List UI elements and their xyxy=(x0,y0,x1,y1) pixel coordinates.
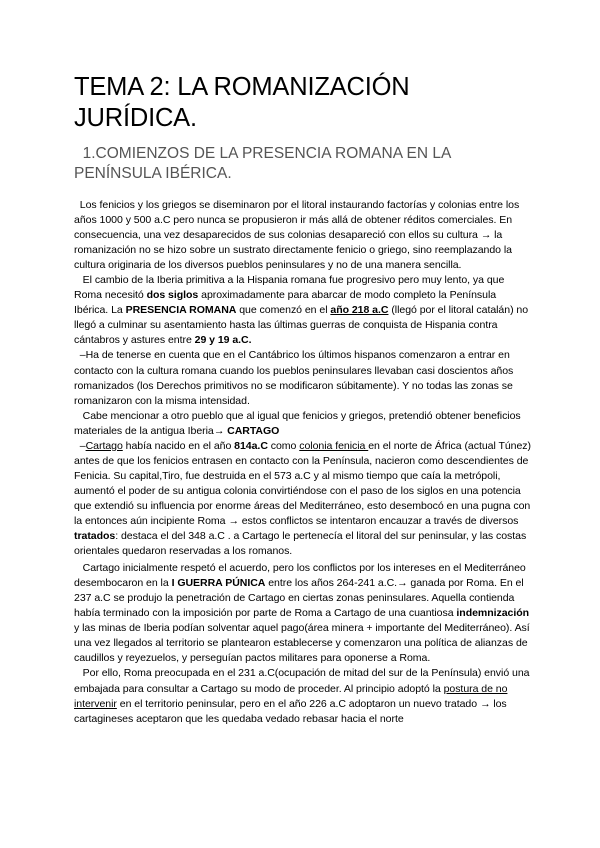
section-heading-line-2: PENÍNSULA IBÉRICA. xyxy=(74,165,232,182)
paragraph-3 xyxy=(74,348,532,408)
section-heading-line-1: 1.COMIENZOS DE LA PRESENCIA ROMANA EN LA xyxy=(82,145,452,162)
paragraph-1 xyxy=(74,198,532,273)
text-run: que comenzó en el xyxy=(236,304,331,317)
title-line-2: JURÍDICA. xyxy=(74,104,197,132)
text-run: entre los años 264-241 a.C.→ ganada por Roma. En el 237 a.C se produjo la penetración de Cartago en ciertas zonas peninsulares. Aquella contienda había terminado con la imposición por parte de Roma a Cartago de una cuantiosa xyxy=(74,577,524,620)
document-body xyxy=(74,198,532,727)
text-run: como xyxy=(267,439,300,452)
text-run: en el territorio peninsular, pero en el año 226 a.C adoptaron un nuevo tratado → los cartagineses aceptaron que les quedaba vedado rebasar hacia el norte xyxy=(74,697,507,725)
paragraph-4 xyxy=(74,409,532,439)
paragraph-2 xyxy=(74,273,532,348)
bold-text: dos siglos xyxy=(146,289,199,302)
text-run: Los fenicios y los griegos se diseminaron por el litoral instaurando factorías y colonias entre los años 1000 y 500 a.C pero nunca se propusieron ir más allá de obtener réditos comerciales. En consecuencia, una vez desaparecidos de sus colonias desapareció con ellos su cultura → la romanización no se hizo sobre un sustrato directamente fenicio o griego, sino reemplazando la cultura originaria de los diversos pueblos peninsulares y no de una manera sencilla. xyxy=(74,199,520,272)
text-run: (llegó por el litoral catalán) no llegó a culminar su asentamiento hasta las últimas guerras de conquista de Hispania contra cántabros y astures entre xyxy=(74,304,529,347)
bold-text: 814a.C xyxy=(234,439,268,452)
text-run: Cartago inicialmente respetó el acuerdo, pero los conflictos por los intereses en el Mediterráneo desembocaron en la xyxy=(74,562,526,590)
text-run: : destaca el del 348 a.C . a Cartago le pertenecía el litoral del sur peninsular, y las costas orientales quedaron reservadas a los romanos. xyxy=(74,530,527,558)
bold-text: tratados xyxy=(74,530,116,543)
bold-text: indemnización xyxy=(456,607,530,620)
paragraph-7 xyxy=(74,666,532,726)
page-title xyxy=(74,72,409,134)
underlined-text: colonia fenicia xyxy=(299,439,369,452)
bold-text: CARTAGO xyxy=(227,424,280,437)
text-run: – xyxy=(79,439,86,452)
text-run: El cambio de la Iberia primitiva a la Hispania romana fue progresivo pero muy lento, ya que Roma necesitó xyxy=(74,274,505,302)
text-run: había nacido en el año xyxy=(122,439,235,452)
paragraph-5 xyxy=(74,439,532,559)
underlined-text: postura de no intervenir xyxy=(74,682,508,710)
text-run: Cabe mencionar a otro pueblo que al igual que fenicios y griegos, pretendió obtener beneficios materiales de la antigua Iberia→ xyxy=(74,409,521,437)
title-line-1: TEMA 2: LA ROMANIZACIÓN xyxy=(74,73,410,101)
section-heading xyxy=(74,144,451,184)
text-run: –Ha de tenerse en cuenta que en el Cantábrico los últimos hispanos comenzaron a entrar en contacto con la cultura romana cuando los pueblos peninsulares llevaban casi doscientos años romanizados (los Derechos primitivos no se modificaron súbitamente). Y no todas las zonas se romanizaron con la misma intensidad. xyxy=(74,349,514,407)
text-run: en el norte de África (actual Túnez) antes de que los fenicios entrasen en contacto con la Península, nacieron como descendientes de Fenicia. Su capital,Tiro, fue destruida en el 573 a.C y al mismo tiempo que caía la metrópoli, aumentó el poder de su antigua colonia convirtiéndose con el paso de los siglos en una potencia que extendió su influencia por enorme áreas del Mediterráneo, esto desembocó en una pugna con la entonces aún incipiente Roma → estos conflictos se intentaron encauzar a través de diversos xyxy=(74,439,531,527)
text-run: Por ello, Roma preocupada en el 231 a.C(ocupación de mitad del sur de la Península) envió una embajada para consultar a Cartago su modo de proceder. Al principio adoptó la xyxy=(74,667,530,695)
bold-underlined-text: año 218 a.C xyxy=(330,304,389,317)
underlined-text: Cartago xyxy=(85,439,123,452)
text-run: aproximadamente para abarcar de modo completo la Península Ibérica. La xyxy=(74,289,497,317)
paragraph-6 xyxy=(74,561,532,666)
bold-text: PRESENCIA ROMANA xyxy=(125,304,237,317)
bold-text: I GUERRA PÚNICA xyxy=(171,577,266,590)
text-run: y las minas de Iberia podían solventar aquel pago(área minera + importante del Mediterráneo). Así una vez llegados al territorio se plantearon establecerse y comenzaron una política de alianzas de caudillos y reyezuelos, y perseguían pactos militares para oponerse a Roma. xyxy=(74,622,530,665)
bold-text: 29 y 19 a.C. xyxy=(194,334,252,347)
